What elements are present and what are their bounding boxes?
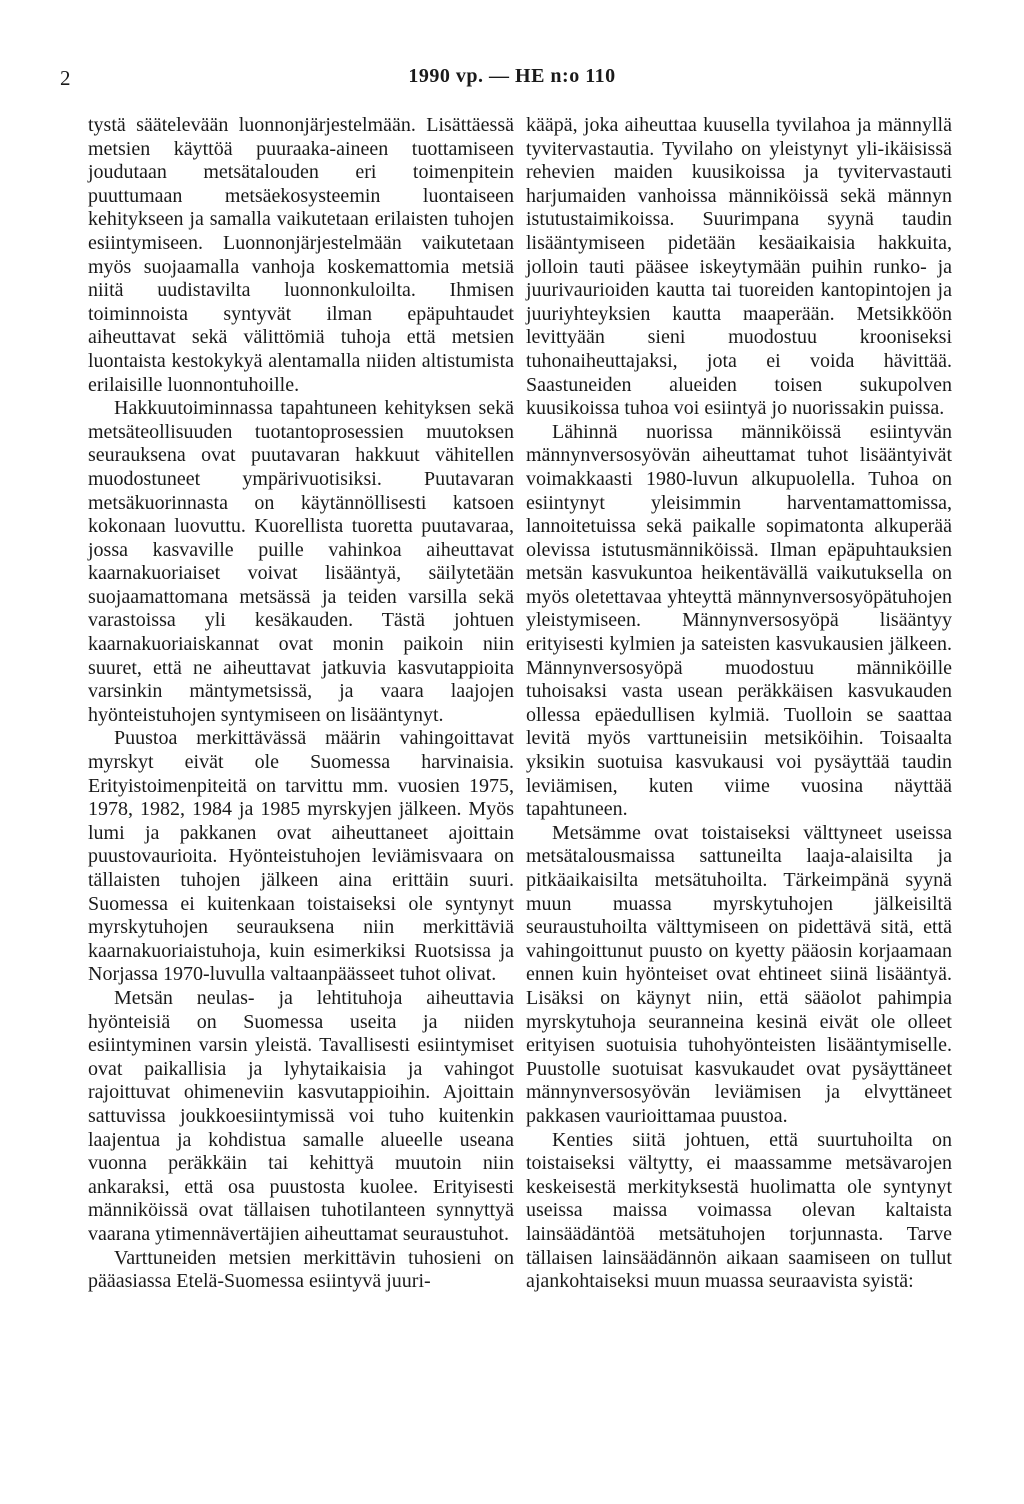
running-head: 1990 vp. — HE n:o 110 xyxy=(408,65,616,87)
right-column xyxy=(526,114,952,1294)
paragraph: Hakkuutoiminnassa tapahtuneen kehityksen sekä metsäteollisuuden tuotantoprosessien muutoksen seurauksena ovat puutavaran hakkuut vähitellen muodostuneet ympärivuotisiksi. Puutavaran metsäkuorinnasta on käytännöllisesti katsoen kokonaan luovuttu. Kuorellista tuoretta puutavaraa, jossa kasvaville puille vahinkoa aiheuttavat kaarnakuoriaiset voivat lisääntyä, säilytetään suojaamattomana metsässä ja teiden varsilla sekä varastoissa yli kesäkauden. Tästä johtuen kaarnakuoriaiskannat ovat monin paikoin niin suuret, että ne aiheuttavat jatkuvia kasvutappioita varsinkin mäntymetsissä, ja vaara laajojen hyönteistuhojen syntymiseen on lisääntynyt. xyxy=(88,397,514,726)
page-number: 2 xyxy=(60,66,71,90)
paragraph: Metsän neulas- ja lehtituhoja aiheuttavia hyönteisiä on Suomessa useita ja niiden esiintyminen varsin yleistä. Tavallisesti esiintymiset ovat paikallisia ja lyhytaikaisia ja vahingot rajoittuvat ohimeneviin kasvutappioihin. Ajoittain sattuvissa joukkoesiintymissä voi tuho kuitenkin laajentua ja kohdistua samalle alueelle useana vuonna peräkkäin tai kehittyä muutoin niin ankaraksi, että osa puustosta kuolee. Erityisesti männiköissä ovat tällaisen tuhotilanteen synnyttyä vaarana ytimennävertäjien aiheuttamat seuraustuhot. xyxy=(88,986,514,1245)
paragraph: tystä säätelevään luonnonjärjestelmään. Lisättäessä metsien käyttöä puuraaka-aineen tuottamiseen joudutaan metsätalouden eri toimenpitein puuttumaan metsäekosysteemin luontaiseen kehitykseen ja samalla vaikutetaan erilaisten tuhojen esiintymiseen. Luonnonjärjestelmään vaikutetaan myös suojaamalla vanhoja koskemattomia metsiä niitä uudistavilta luonnonkuloilta. Ihmisen toiminnoista syntyvät ilman epäpuhtaudet aiheuttavat sekä välittömiä tuhoja että metsien luontaista kestokykyä alentamalla niiden altistumista erilaisille luonnontuhoille. xyxy=(88,114,514,396)
left-column xyxy=(88,114,514,1294)
paragraph: Puustoa merkittävässä määrin vahingoittavat myrskyt eivät ole Suomessa harvinaisia. Erityistoimenpiteitä on tarvittu mm. vuosien 1975, 1978, 1982, 1984 ja 1985 myrskyjen jälkeen. Myös lumi ja pakkanen ovat aiheuttaneet ajoittain puustovaurioita. Hyönteistuhojen leviämisvaara on tällaisten tuhojen jälkeen aina erittäin suuri. Suomessa ei kuitenkaan toistaiseksi ole syntynyt myrskytuhojen seurauksena niin merkittäviä kaarnakuoriaistuhoja, kuin esimerkiksi Ruotsissa ja Norjassa 1970-luvulla valtaanpäässeet tuhot olivat. xyxy=(88,727,514,986)
paragraph: kääpä, joka aiheuttaa kuusella tyvilahoa ja männyllä tyvitervastautia. Tyvilaho on yleistynyt yli-ikäisissä rehevien maiden kuusikoissa ja tyvitervastauti harjumaiden vanhoissa männiköissä sekä männyn istutustaimikoissa. Suurimpana syynä taudin lisääntymiseen pidetään kesäaikaisia hakkuita, jolloin tauti pääsee iskeytymään puihin runko- ja juurivaurioiden kautta tai tuoreiden kantopintojen ja juuriyhteyksien kautta maaperään. Metsikköön levittyään sieni muodostuu krooniseksi tuhonaiheuttajaksi, jota ei voida hävittää. Saastuneiden alueiden toisen sukupolven kuusikoissa tuhoa voi esiintyä jo nuorissakin puissa. xyxy=(526,114,952,420)
paragraph: Varttuneiden metsien merkittävin tuhosieni on pääasiassa Etelä-Suomessa esiintyvä juuri- xyxy=(88,1246,514,1293)
paragraph: Metsämme ovat toistaiseksi välttyneet useissa metsätalousmaissa sattuneilta laaja-alaisilta ja pitkäaikaisilta metsätuhoilta. Tärkeimpänä syynä muun muassa myrskytuhojen jälkeisiltä seuraustuhoilta välttymiseen on pidettävä sitä, että vahingoittunut puusto on kyetty pääosin korjaamaan ennen kuin hyönteiset ovat ehtineet siinä lisääntyä. Lisäksi on käynyt niin, että sääolot pahimpia myrskytuhoja seuranneina kesinä eivät ole olleet erityisen suotuisia tuhohyönteisten lisääntymiselle. Puustolle suotuisat kasvukaudet ovat pysäyttäneet männynversosyövän leviämisen ja elvyttäneet pakkasen vaurioittamaa puustoa. xyxy=(526,821,952,1127)
paragraph: Lähinnä nuorissa männiköissä esiintyvän männynversosyövän aiheuttamat tuhot lisääntyivät voimakkaasti 1980-luvun alkupuolella. Tuhoa on esiintynyt yleisimmin harventamattomissa, lannoitetuissa sekä paikalle sopimatonta alkuperää olevissa istutusmänniköissä. Ilman epäpuhtauksien metsän kasvukuntoa heikentävällä vaikutuksella on myös oletettavaa yhteyttä männynversosyöpätuhojen yleistymiseen. Männynversosyöpä lisääntyy erityisesti kylmien ja sateisten kasvukausien jälkeen. Männynversosyöpä muodostuu männiköille tuhoisaksi vasta usean peräkkäisen kasvukauden ollessa epäedullisen kylmiä. Tuolloin se saattaa levitä myös varttuneisiin metsiköihin. Toisaalta yksikin suotuisa kasvukausi voi pysäyttää taudin leviämisen, kuten viime vuosina näyttää tapahtuneen. xyxy=(526,420,952,821)
paragraph: Kenties siitä johtuen, että suurtuhoilta on toistaiseksi vältytty, ei maassamme metsävarojen keskeisestä merkityksestä huolimatta ole syntynyt useissa maissa voimassa olevan kaltaista lainsäädäntöä metsätuhojen torjunnasta. Tarve tällaisen lainsäädännön aikaan saamiseen on tullut ajankohtaiseksi muun muassa seuraavista syistä: xyxy=(526,1128,952,1293)
